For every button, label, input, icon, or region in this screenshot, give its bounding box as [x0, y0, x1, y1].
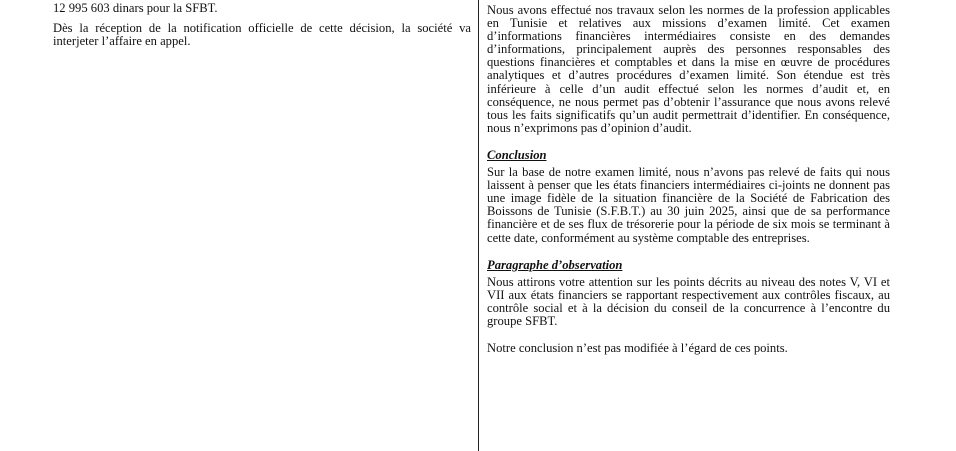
- amount-paragraph: 12 995 603 dinars pour la SFBT.: [53, 1, 218, 15]
- left-column: [53, 2, 471, 48]
- column-divider: [478, 0, 479, 451]
- closing-paragraph: Notre conclusion n’est pas modifiée à l’égard de ces points.: [487, 341, 788, 356]
- spacer: [487, 245, 890, 259]
- appeal-paragraph: Dès la réception de la notification officielle de cette décision, la société va interjeter l’affaire en appel.: [53, 21, 471, 49]
- conclusion-heading: Conclusion: [487, 147, 547, 162]
- observation-heading: Paragraphe d’observation: [487, 257, 623, 272]
- review-scope-paragraph: Nous avons effectué nos travaux selon les normes de la profession applicables en Tunisie et relatives aux missions d’examen limité. Cet examen d’informations financières intermédiaires consiste en des demandes d’informations, principalement auprès des personnes responsables des questions financières et comptables et dans la mise en œuvre de procédures analytiques et d’autres procédures d’examen limité. Son étendue est très inférieure à celle d’un audit effectué selon les normes d’audit et, en conséquence, ne nous permet pas d’obtenir l’assurance que nous avons relevé tous les faits significatifs qu’un audit permettrait d’identifier. En conséquence, nous n’exprimons pas d’opinion d’audit.: [487, 3, 890, 135]
- observation-paragraph: Nous attirons votre attention sur les points décrits au niveau des notes V, VI et VII aux états financiers se rapportant respectivement aux contrôles fiscaux, au contrôle social et à la décision du conseil de la concurrence à l’encontre du groupe SFBT.: [487, 274, 890, 328]
- right-column: [487, 4, 890, 355]
- spacer: [487, 328, 890, 342]
- conclusion-paragraph: Sur la base de notre examen limité, nous n’avons pas relevé de faits qui nous laissent à penser que les états financiers intermédiaires ci-joints ne donnent pas une image fidèle de la situation financière de la Société de Fabrication des Boissons de Tunisie (S.F.B.T.) au 30 juin 2025, ainsi que de sa performance financière et de ses flux de trésorerie pour la période de six mois se terminant à cette date, conformément au système comptable des entreprises.: [487, 165, 890, 245]
- spacer: [487, 135, 890, 149]
